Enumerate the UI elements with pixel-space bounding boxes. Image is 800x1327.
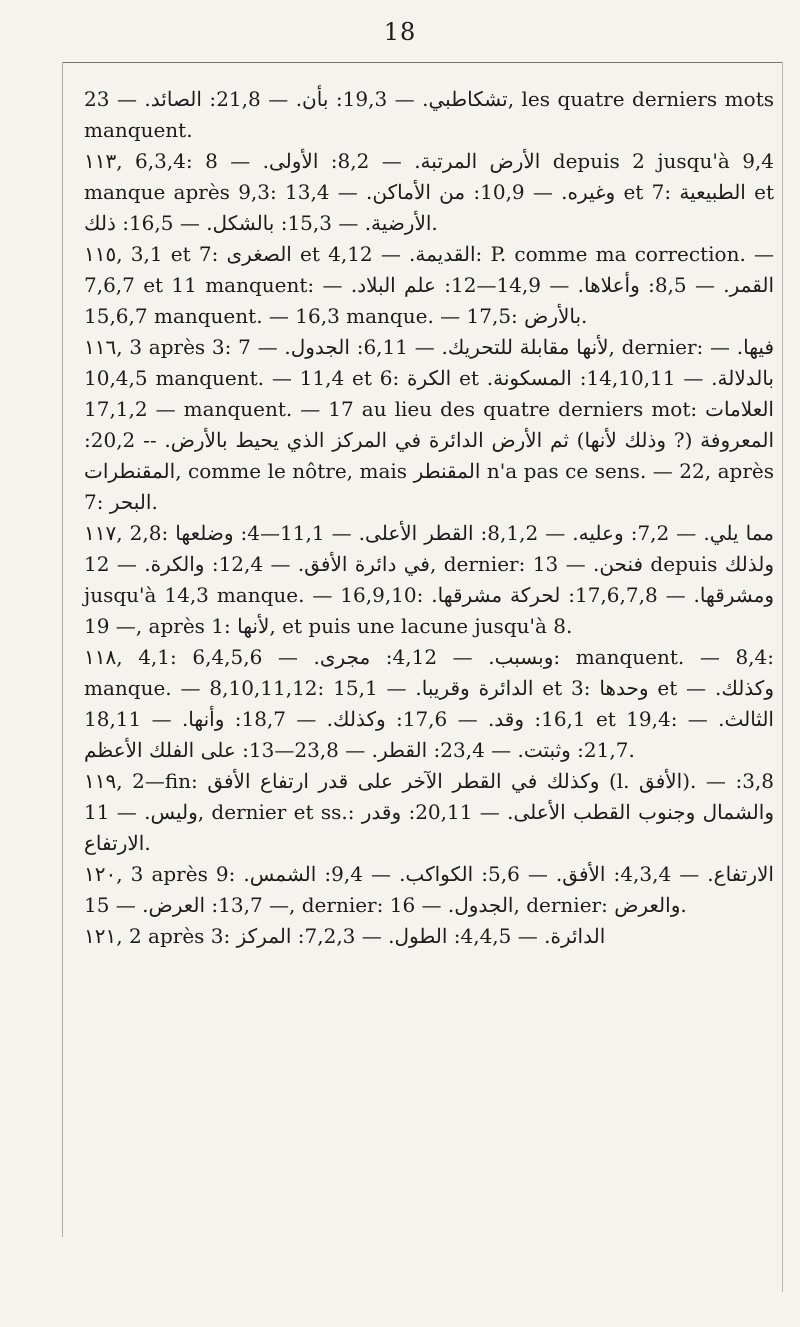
note-paragraph: ١١٥, 3,1 et 7: الصغرى et القديمة. — 4,12: P. comme ma correction. — 7,6,7 et 11 manquent: القمر. — 8,5: وأعلاها. — 14,9—12: علم البلاد. — 15,6,7 manquent. — 16,3 manque. — 17,5: بالأرض. [84,242,775,328]
variant-notes [84,84,774,952]
note-paragraph: ١١٣, 6,3,4: الأرض المرتبة. — 8,2: الأولى. — 8 depuis 2 jusqu'à 9,4 manque après 9,3: وغيره. — 10,9: من الأماكن. — 13,4 et 7: الطبيعية et الأرضية. — 15,3: بالشكل. — 16,5: ذلك. [84,149,774,235]
note-paragraph: ١١٧, 2,8: مما يلي. — 7,2: وعليه. — 8,1,2: القطر الأعلى. — 11,1—4: وضلعها في دائرة الأفق. — 12,4: والكرة. — 12, dernier: فنحن. — 13 depuis ولذلك jusqu'à 14,3 manque. — 16,9,10: ومشرقها. — 17,6,7,8: لحركة مشرقها. — 19, après 1: لأنها, et puis une lacune jusqu'à 8. [84,521,775,638]
page-number: 18 [383,18,417,46]
note-paragraph: ١٢٠, 3 après 9: الارتفاع. — 4,3,4: الأفق. — 5,6: الكواكب. — 9,4: الشمس. — 13,7: العرض. — 15, dernier: الجدول. — 16, dernier: والعرض. [84,862,774,917]
left-margin-line [62,62,63,1237]
note-paragraph: ١١٨, 4,1: وبسبب. — 4,12: مجرى. — 6,4,5,6: manquent. — 8,4: manque. — 8,10,11,12: الدائرة وقريبا. — 15,1 et 3: وحدها et وكذلك. — 16,1: وقد. — 17,6: وكذلك. — 18,7: وأنها. — 18,11 et 19,4: الثالث. — 21,7: وثبتت. — 23,4: القطر. — 23,8—13: على الفلك الأعظم. [84,645,775,762]
note-paragraph: ١١٦, 3 après 3: لأنها مقابلة للتحريك. — 6,11: الجدول. — 7, dernier: فيها. — 10,4,5 manquent. — 11,4 et 6: الكرة et بالدلالة. — 14,10,11: المسكونة. — 17,1,2 manquent. — 17 au lieu des quatre derniers mot: العلامات المعروفة (? وذلك لأنها) ثم الأرض الدائرة في المركز الذي يحيط بالأرض. -- 20,2: المقنطرات, comme le nôtre, mais المقنطر n'a pas ce sens. — 22, après 7: البحر. [84,335,775,514]
note-paragraph: ١٢١, 2 après 3: الدائرة. — 4,4,5: الطول. — 7,2,3: المركز [84,924,606,948]
right-margin-line [782,62,783,1292]
note-paragraph: تشكاطبي. — 19,3: بأن. — 21,8: الصائد. — 23, les quatre derniers mots manquent. [84,87,774,142]
note-paragraph: ١١٩, 2—fin: وكذلك في القطر الآخر على قدر ارتفاع الأفق (l. الأفق). — 3,8: وليس. — 11, dernier et ss.: والشمال وجنوب القطب الأعلى. — 20,11: وقدر الارتفاع. [84,769,774,855]
top-frame-line [62,62,782,63]
